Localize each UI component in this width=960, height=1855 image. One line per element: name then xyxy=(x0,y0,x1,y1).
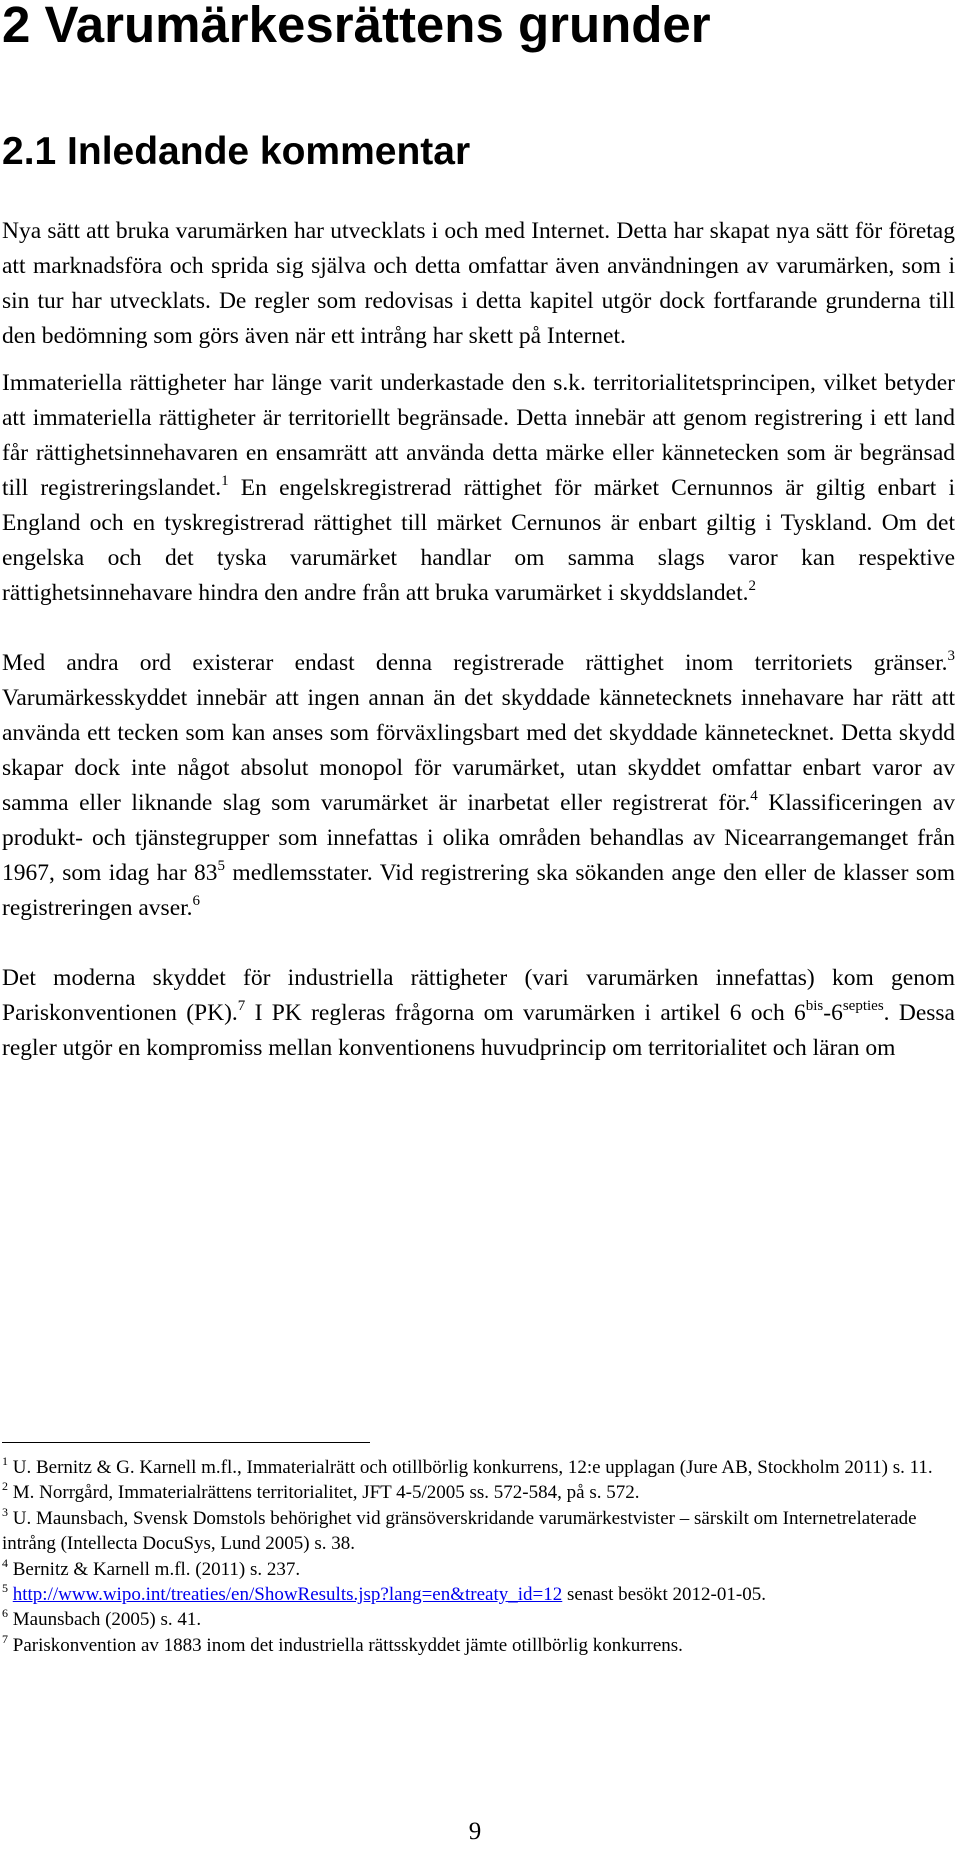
paragraph-4-text-a: Det moderna skyddet för industriella rättigheter (vari varumärken innefattas) kom genom Pariskonventionen (PK). xyxy=(2,965,955,1026)
footnote-ref-3[interactable]: 3 xyxy=(947,648,955,664)
paragraph-4 xyxy=(2,961,955,1066)
footnote-2 xyxy=(2,1480,955,1505)
main-text-block xyxy=(2,366,955,1066)
paragraph-3-text-b: Varumärkesskyddet innebär att ingen annan än det skyddade kännetecknets innehavare har rätt att använda ett tecken som kan anses som förväxlingsbart med det skyddade kännetecknet. Detta skydd skapar dock inte något absolut monopol för varumärket, utan skyddet omfattar enbart varor av samma eller liknande slag som varumärket är inarbetat eller registrerat för. xyxy=(2,685,955,816)
footnote-5 xyxy=(2,1582,955,1607)
footnote-ref-5[interactable]: 5 xyxy=(217,858,226,874)
footnote-number: 1 xyxy=(2,1454,8,1468)
section-heading: 2.1 Inledande kommentar xyxy=(2,130,471,173)
page-number: 9 xyxy=(468,1818,482,1845)
footnote-text: U. Bernitz & G. Karnell m.fl., Immaterialrätt och otillbörlig konkurrens, 12:e upplagan (Jure AB, Stockholm 2011) s. 11. xyxy=(8,1457,933,1478)
chapter-heading: 2 Varumärkesrättens grunder xyxy=(2,0,711,53)
footnote-ref-6[interactable]: 6 xyxy=(192,893,201,909)
footnote-number: 7 xyxy=(2,1631,8,1646)
footnote-text: Maunsbach (2005) s. 41. xyxy=(8,1609,202,1631)
paragraph-2-text-a: Immateriella rättigheter har länge varit underkastade den s.k. territorialitetsprincipen, vilket betyder att immateriella rättigheter är territoriellt begränsade. Detta innebär att genom registrering i ett land får rättighetsinnehavaren en ensamrätt att använda detta märke eller kännetecken som är begränsad till registreringslandet. xyxy=(2,370,955,501)
paragraph-4-text-c: -6 xyxy=(823,1000,843,1026)
superscript-bis: bis xyxy=(805,998,824,1014)
footnote-number: 4 xyxy=(2,1555,8,1570)
footnote-separator xyxy=(2,1442,370,1443)
paragraph-2-text-b: En engelskregistrerad rättighet för märket Cernunnos är giltig enbart i England och en tyskregistrerad rättighet till märket Cernunos är enbart giltig i Tyskland. Om det engelska och det tyska varumärket handlar om samma slags varor kan respektive rättighetsinnehavare hindra den andre från att bruka varumärket i skyddslandet. xyxy=(2,475,955,606)
footnote-1 xyxy=(2,1455,955,1480)
paragraph-2 xyxy=(2,366,955,611)
superscript-septies: septies xyxy=(842,998,884,1014)
wipo-link[interactable]: http://www.wipo.int/treaties/en/ShowResults.jsp?lang=en&treaty_id=12 xyxy=(12,1584,563,1606)
footnote-4 xyxy=(2,1557,955,1582)
footnote-number: 3 xyxy=(2,1504,8,1519)
paragraph-1: Nya sätt att bruka varumärken har utvecklats i och med Internet. Detta har skapat nya sätt för företag att marknadsföra och sprida sig själva och detta omfattar även användningen av varumärken, som i sin tur har utvecklats. De regler som redovisas i detta kapitel utgör dock fortfarande grunderna till den bedömning som görs även när ett intrång har skett på Internet. xyxy=(2,218,955,349)
paragraph-3 xyxy=(2,646,955,926)
paragraph-3-text-a: Med andra ord existerar endast denna registrerade rättighet inom territoriets gränser. xyxy=(2,650,948,676)
footnote-number: 6 xyxy=(2,1606,8,1621)
footnote-text: M. Norrgård, Immaterialrättens territorialitet, JFT 4-5/2005 ss. 572-584, på s. 572. xyxy=(8,1482,640,1504)
footnote-text: Bernitz & Karnell m.fl. (2011) s. 237. xyxy=(8,1558,301,1580)
footnote-3 xyxy=(2,1506,955,1557)
footnote-ref-4[interactable]: 4 xyxy=(750,788,758,804)
footnote-7 xyxy=(2,1633,955,1658)
footnote-number: 2 xyxy=(2,1479,8,1494)
footnote-number: 5 xyxy=(2,1581,8,1596)
paragraph-1-block xyxy=(2,214,955,354)
footnote-6 xyxy=(2,1607,955,1632)
footnote-text: Pariskonvention av 1883 inom det industriella rättsskyddet jämte otillbörlig konkurrens. xyxy=(8,1634,683,1656)
paragraph-3-text-d: medlemsstater. Vid registrering ska sökanden ange den eller de klasser som registreringen avser. xyxy=(2,860,956,921)
paragraph-4-text-d: . Dessa regler utgör en kompromiss mellan konventionens huvudprincip om territorialitet och läran om xyxy=(2,1000,955,1061)
footnote-ref-1[interactable]: 1 xyxy=(221,473,229,489)
footnote-ref-2[interactable]: 2 xyxy=(748,578,756,594)
footnote-text: senast besökt 2012-01-05. xyxy=(562,1584,766,1606)
paragraph-4-text-b: I PK regleras frågorna om varumärken i artikel 6 och 6 xyxy=(245,1000,806,1026)
footnote-ref-7[interactable]: 7 xyxy=(237,998,246,1014)
footnotes xyxy=(2,1455,955,1658)
footnote-text: U. Maunsbach, Svensk Domstols behörighet vid gränsöverskridande varumärkestvister – särskilt om Internetrelaterade intrång (Intellecta DocuSys, Lund 2005) s. 38. xyxy=(2,1507,917,1555)
paragraph-3-text-c: Klassificeringen av produkt- och tjänstegrupper som innefattas i olika områden behandlas av Nicearrangemanget från 1967, som idag har 83 xyxy=(2,790,955,886)
